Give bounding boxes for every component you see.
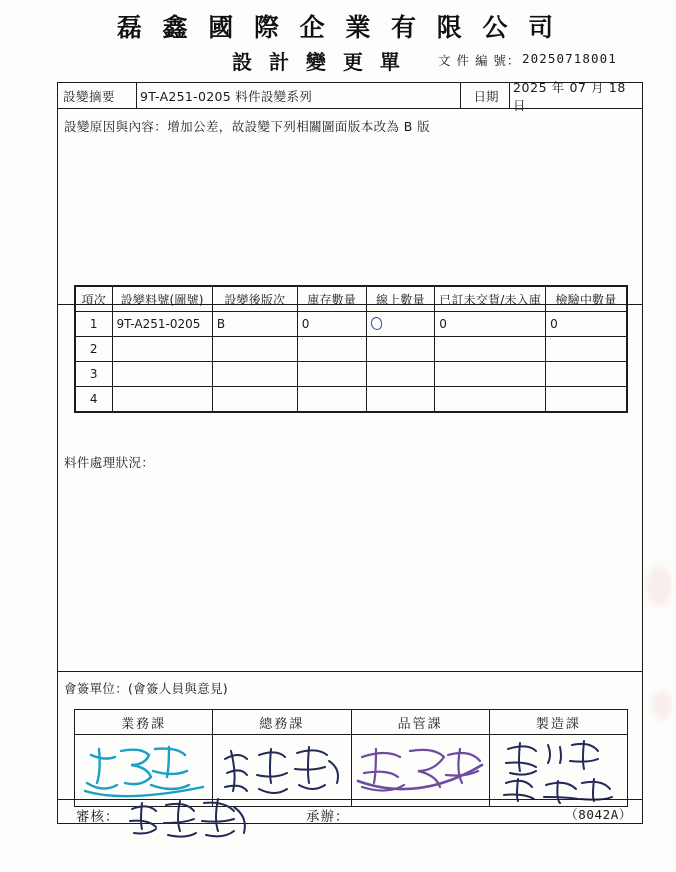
column-header-part-no: 設變料號(圖號): [112, 287, 212, 312]
table-row: [76, 387, 627, 412]
handwritten-zero-icon: [370, 316, 383, 330]
cell-inspection-qty: [546, 337, 627, 362]
dept-header-general-affairs: 總務課: [213, 710, 351, 735]
dept-header-manufacturing: 製造課: [489, 710, 627, 735]
countersign-header-row: [75, 710, 628, 735]
doc-no-label: 文 件 編 號：: [438, 53, 521, 68]
handwritten-signature-sales-icon: [81, 741, 211, 803]
divider: [509, 83, 510, 108]
table-header-row: [76, 287, 627, 312]
change-reason-text: 設變原因與內容：增加公差，故設變下列相關圖面版本改為 B 版: [64, 119, 431, 134]
cell-revision: [212, 387, 297, 412]
summary-value: 9T-A251-0205 料件設變系列: [140, 88, 313, 104]
countersign-signature-row: [75, 735, 628, 807]
cell-line-qty: [366, 312, 435, 337]
dept-header-quality: 品管課: [351, 710, 489, 735]
table-row: [76, 337, 627, 362]
handwritten-signature-manufacturing-icon: [502, 737, 622, 805]
cell-stock-qty: 0: [297, 312, 366, 337]
date-value: 2025 年 07 月 18 日: [513, 79, 626, 113]
cell-no: 3: [76, 362, 113, 387]
divider: [460, 83, 461, 108]
column-header-revision: 設變後版次: [212, 287, 297, 312]
column-header-no: 項次: [76, 287, 113, 312]
date-label: 日期: [473, 88, 499, 104]
cell-part-no: 9T-A251-0205: [112, 312, 212, 337]
cell-stock-qty: [297, 337, 366, 362]
cell-inspection-qty: [546, 362, 627, 387]
table-row: [76, 362, 627, 387]
summary-row: [58, 79, 642, 113]
column-header-ordered-not-received: 已訂未交貨/未入庫: [435, 287, 546, 312]
countersign-table: [74, 709, 628, 807]
section-divider: [58, 671, 642, 672]
cell-no: 1: [76, 312, 113, 337]
summary-label: 設變摘要: [63, 88, 116, 104]
cell-revision: B: [212, 312, 297, 337]
cell-line-qty: [366, 362, 435, 387]
table-row: [76, 312, 627, 337]
column-header-inspection-qty: 檢驗中數量: [546, 287, 627, 312]
cell-line-qty: [366, 337, 435, 362]
cell-ordered-not-received: 0: [435, 312, 546, 337]
signature-cell-manufacturing: [489, 735, 627, 807]
cell-part-no: [112, 387, 212, 412]
column-header-line-qty: 線上數量: [366, 287, 435, 312]
form-code: （8042A）: [565, 807, 632, 822]
cell-inspection-qty: [546, 387, 627, 412]
form-frame: [57, 79, 643, 825]
signature-cell-quality: [351, 735, 489, 807]
company-title: 磊 鑫 國 際 企 業 有 限 公 司: [116, 13, 560, 42]
cell-part-no: [112, 362, 212, 387]
signature-cell-sales: [75, 735, 213, 807]
cell-no: 2: [76, 337, 113, 362]
cell-revision: [212, 337, 297, 362]
divider: [136, 83, 137, 108]
material-status-label: 料件處理狀況：: [64, 455, 155, 470]
cell-stock-qty: [297, 387, 366, 412]
cell-ordered-not-received: [435, 387, 546, 412]
dept-header-sales: 業務課: [75, 710, 213, 735]
cell-part-no: [112, 337, 212, 362]
footer-divider: [58, 799, 642, 800]
parts-table: [74, 285, 628, 413]
form-title: 設 計 變 更 單: [232, 50, 405, 74]
cell-no: 4: [76, 387, 113, 412]
column-header-stock-qty: 庫存數量: [297, 287, 366, 312]
form-title-row: [0, 46, 676, 74]
countersign-label: 會簽單位：(會簽人員與意見): [64, 681, 228, 696]
handwritten-signature-general-affairs-icon: [223, 743, 347, 801]
signature-cell-general-affairs: [213, 735, 351, 807]
cell-stock-qty: [297, 362, 366, 387]
cell-ordered-not-received: [435, 337, 546, 362]
cell-ordered-not-received: [435, 362, 546, 387]
handwritten-signature-quality-icon: [356, 741, 486, 803]
cell-revision: [212, 362, 297, 387]
doc-no-value: 20250718001: [522, 51, 617, 66]
change-reason-block: [58, 109, 642, 305]
scan-smudge: [652, 690, 672, 720]
cell-inspection-qty: 0: [546, 312, 627, 337]
cell-line-qty: [366, 387, 435, 412]
handler-label: 承辦：: [306, 809, 350, 825]
approve-label: 審核：: [76, 809, 120, 825]
scan-smudge: [646, 566, 672, 606]
